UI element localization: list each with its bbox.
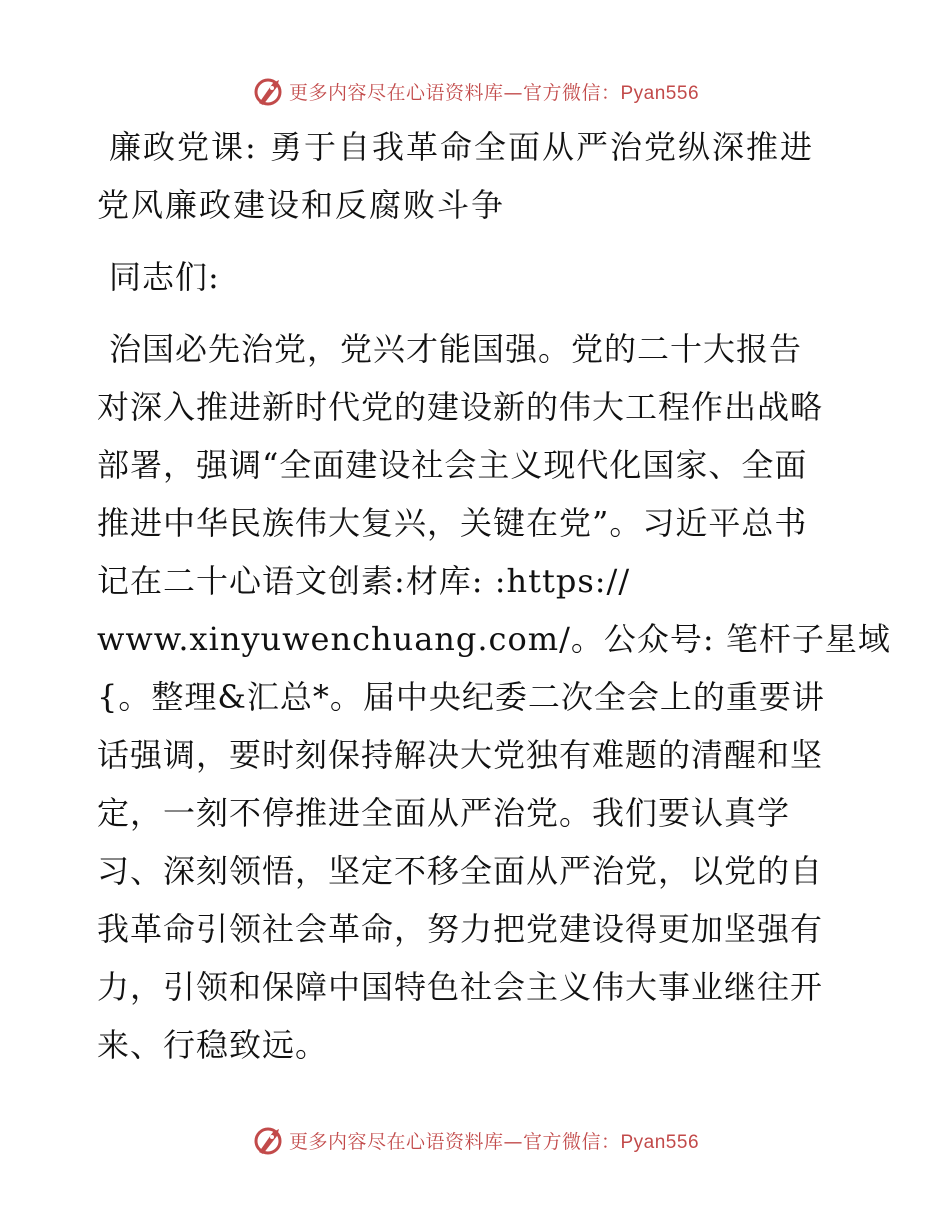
paragraph-line: 定，一刻不停推进全面从严治党。我们要认真学 (97, 794, 791, 832)
paragraph (97, 320, 891, 1074)
banner-separator: — (503, 81, 523, 104)
document-title (97, 118, 857, 234)
paragraph-line: 习、深刻领悟，坚定不移全面从严治党，以党的自 (97, 852, 824, 890)
title-line: 党风廉政建设和反腐败斗争 (97, 186, 506, 224)
wechat-label: 官方微信： (522, 81, 621, 104)
wechat-id: Pyan556 (620, 1131, 700, 1153)
greeting-text: 同志们: (109, 258, 220, 296)
wechat-id: Pyan556 (620, 82, 700, 104)
pen-nib-icon (251, 74, 285, 108)
document-body (97, 118, 891, 1074)
wechat-label: 官方微信： (522, 1130, 621, 1153)
paragraph-line: 话强调，要时刻保持解决大党独有难题的清醒和坚 (97, 736, 824, 774)
banner-slogan: 更多内容尽在心语资料库 (288, 81, 504, 104)
paragraph-line: 推进中华民族伟大复兴，关键在党”。习近平总书 (97, 504, 808, 542)
paragraph-line: 部署，强调“全面建设社会主义现代化国家、全面 (97, 446, 808, 484)
header-banner (0, 71, 950, 111)
banner-slogan: 更多内容尽在心语资料库 (288, 1130, 504, 1153)
footer-banner (0, 1120, 950, 1160)
paragraph-line: 来、行稳致远。 (97, 1026, 329, 1064)
paragraph-line: 治国必先治党，党兴才能国强。党的二十大报告 (109, 330, 803, 368)
paragraph-line: {。整理&汇总*。届中央纪委二次全会上的重要讲 (97, 678, 825, 716)
pen-nib-icon (251, 1123, 285, 1157)
paragraph-line: 力，引领和保障中国特色社会主义伟大事业继往开 (97, 968, 824, 1006)
banner-text (289, 1127, 699, 1154)
banner-text (289, 78, 699, 105)
paragraph-line: 我革命引领社会革命，努力把党建设得更加坚强有 (97, 910, 824, 948)
paragraph-line: www.xinyuwenchuang.com/。公众号: 笔杆子星域 (97, 620, 891, 658)
title-line: 廉政党课: 勇于自我革命全面从严治党纵深推进 (109, 128, 814, 166)
paragraph-line: 对深入推进新时代党的建设新的伟大工程作出战略 (97, 388, 824, 426)
paragraph-line: 记在二十心语文创素:材库: :https:// (97, 562, 631, 600)
greeting (97, 248, 857, 306)
banner-separator: — (503, 1130, 523, 1153)
